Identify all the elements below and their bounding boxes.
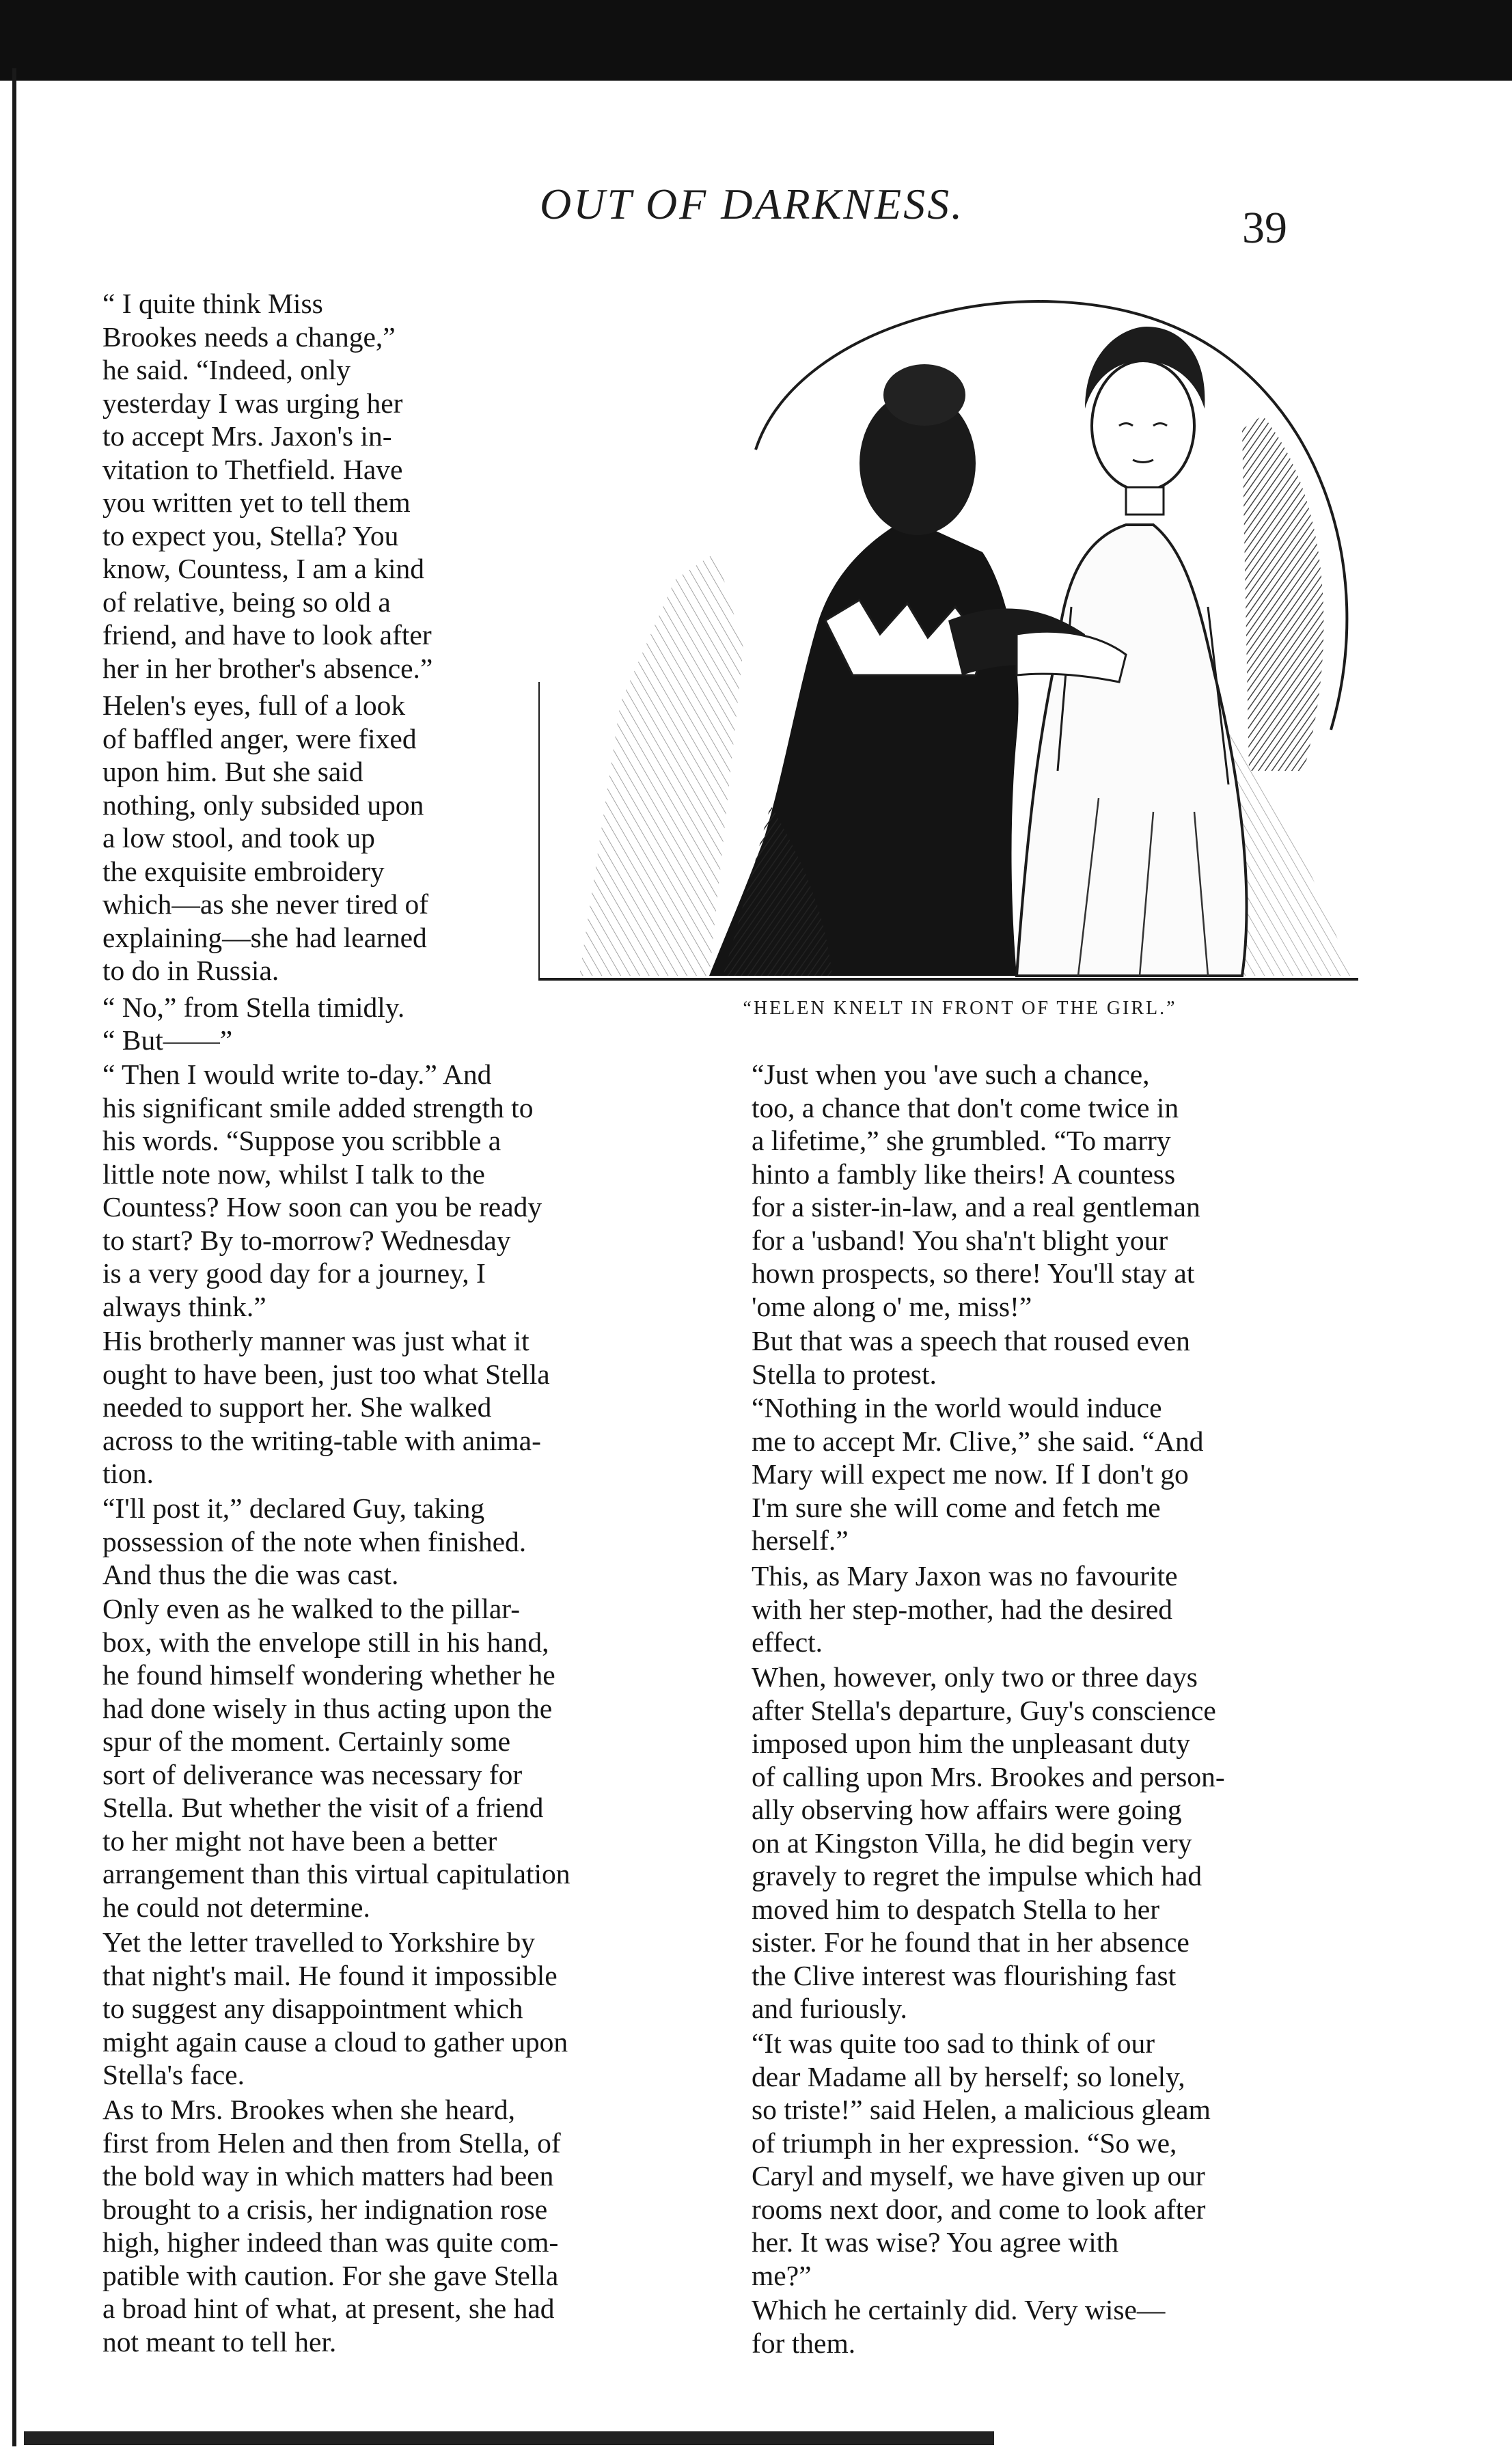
running-title: OUT OF DARKNESS. — [540, 180, 965, 228]
left-paragraph-9: Yet the letter travelled to Yorkshire by that night's mail. He found it impossible to suggest any disappointment which might again cause a cloud to gather upon Stella's face. — [102, 1926, 568, 2090]
page-number: 39 — [1242, 203, 1287, 253]
top-scan-border — [0, 0, 1512, 81]
right-paragraph-3: “Nothing in the world would induce me to accept Mr. Clive,” she said. “And Mary will expect me now. If I don't go I'm sure she will come and fetch me herself.” — [752, 1392, 1204, 1556]
left-paragraph-1: “ I quite think Miss Brookes needs a change,” he said. “Indeed, only yesterday I was urging her to accept Mrs. Jaxon's in- vitation to Thetfield. Have you written yet to tell them to expect you, Stella? You know, Countess, I am a kind of relative, being so old a friend, and have to look after her in her brother's absence.” — [102, 288, 433, 684]
right-paragraph-7: Which he certainly did. Very wise— for them. — [752, 2294, 1166, 2359]
right-paragraph-1: “Just when you 'ave such a chance, too, a chance that don't come twice in a lifetime,” she grumbled. “To marry hinto a fambly like theirs! A countess for a sister-in-law, and a real gentleman for a 'usband! You sha'n't blight your hown prospects, so there! You'll stay at 'ome along o' me, miss!” — [752, 1059, 1200, 1322]
left-paragraph-4: “ But——” — [102, 1024, 233, 1056]
left-paragraph-6: His brotherly manner was just what it ought to have been, just too what Stella needed to support her. She walked across to the writing-table with anima- tion. — [102, 1325, 550, 1489]
right-paragraph-2: But that was a speech that roused even Stella to protest. — [752, 1325, 1190, 1390]
illustration-two-women — [538, 292, 1366, 983]
left-paragraph-5: “ Then I would write to-day.” And his significant smile added strength to his words. “Suppose you scribble a little note now, whilst I talk to the Countess? How soon can you be ready to start? By to-morrow? Wednesday is a very good day for a journey, I always think.” — [102, 1059, 542, 1322]
illustration-caption: “HELEN KNELT IN FRONT OF THE GIRL.” — [743, 998, 1177, 1019]
right-paragraph-4: This, as Mary Jaxon was no favourite with her step-mother, had the desired effect. — [752, 1560, 1178, 1658]
left-paragraph-2: Helen's eyes, full of a look of baffled anger, were fixed upon him. But she said nothing, only subsided upon a low stool, and took up the exquisite embroidery which—as she never tired of explaining—she had learned to do in Russia. — [102, 689, 429, 986]
left-paragraph-3: “ No,” from Stella timidly. — [102, 992, 405, 1023]
bottom-scan-border — [24, 2431, 994, 2445]
left-paragraph-10: As to Mrs. Brookes when she heard, first from Helen and then from Stella, of the bold way in which matters had been brought to a crisis, her indignation rose high, higher indeed than was quite com- patible with caution. For she gave Stella a broad hint of what, at present, she had not meant to tell her. — [102, 2094, 561, 2358]
left-paragraph-8: Only even as he walked to the pillar- box, with the envelope still in his hand, he found himself wondering whether he had done wisely in thus acting upon the spur of the moment. Certainly some sort of deliverance was necessary for Stella. But whether the visit of a friend to her might not have been a better arrangement than this virtual capitulation he could not determine. — [102, 1593, 571, 1923]
left-paragraph-7: “I'll post it,” declared Guy, taking possession of the note when finished. And thus the die was cast. — [102, 1492, 527, 1590]
right-paragraph-5: When, however, only two or three days after Stella's departure, Guy's conscience imposed upon him the unpleasant duty of calling upon Mrs. Brookes and person- ally observing how affairs were going on at Kingston Villa, he did begin very gravely to regret the impulse which had moved him to despatch Stella to her sister. For he found that in her absence the Clive interest was flourishing fast and furiously. — [752, 1661, 1225, 2024]
right-paragraph-6: “It was quite too sad to think of our dear Madame all by herself; so lonely, so triste!” said Helen, a malicious gleam of triumph in her expression. “So we, Caryl and myself, we have given up our rooms next door, and come to look after her. It was wise? You agree with me?” — [752, 2027, 1211, 2291]
left-scan-edge — [12, 68, 16, 2446]
